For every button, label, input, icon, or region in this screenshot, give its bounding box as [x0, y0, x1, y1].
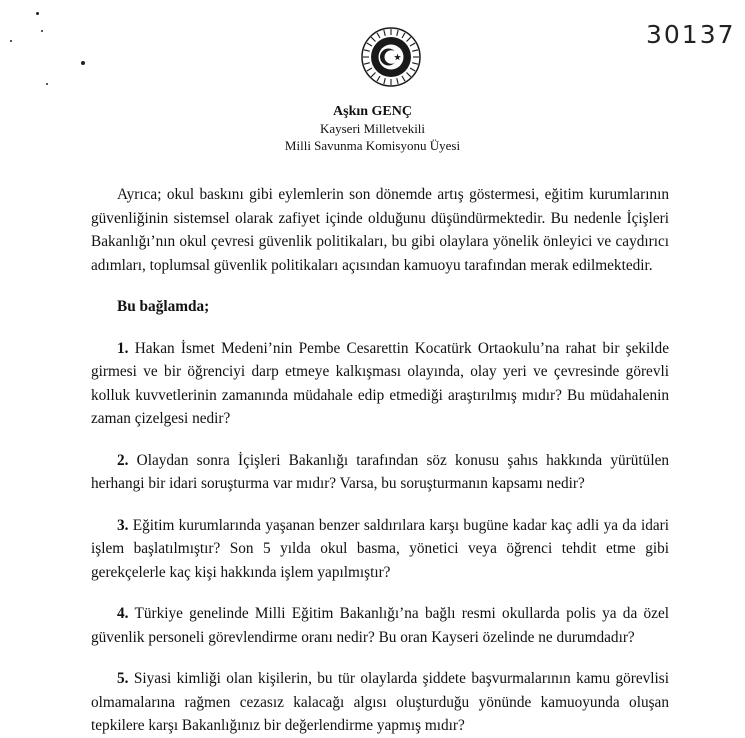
scan-speck — [81, 61, 85, 65]
letter-header — [0, 103, 745, 154]
deputy-title: Kayseri Milletvekili — [319, 121, 426, 136]
question-item — [91, 449, 669, 496]
question-item — [91, 337, 669, 431]
question-number: 2. — [117, 451, 129, 469]
question-item — [91, 667, 669, 738]
scan-speck — [36, 12, 39, 15]
question-text: Olaydan sonra İçişleri Bakanlığı tarafından söz konusu şahıs hakkında yürütülen herhangi bir idari soruşturma var mıdır? Varsa, bu soruşturmanın kapsamı nedir? — [91, 451, 670, 492]
question-number: 1. — [117, 339, 129, 357]
question-text: Türkiye genelinde Milli Eğitim Bakanlığı’na bağlı resmi okullarda polis ya da özel güvenlik personeli görevlendirme oranı nedir? Bu oran Kayseri özelinde ne durumdadır? — [91, 605, 669, 646]
question-number: 5. — [117, 670, 129, 687]
document-body — [91, 183, 669, 738]
scan-speck — [46, 83, 48, 85]
question-text: Siyasi kimliği olan kişilerin, bu tür olaylarda şiddete başvurmalarının kamu görevlisi olmamalarına rağmen cezasız kalacağı algısı oluşturduğu yönünde kamuoyunda oluşan tepkilere karşı Bakanlığınız bir değerlendirme yapmış mıdır? — [91, 670, 670, 734]
question-number: 4. — [117, 605, 129, 622]
parliament-seal-logo — [361, 27, 421, 87]
intro-paragraph: Ayrıca; okul baskını gibi eylemlerin son dönemde artış göstermesi, eğitim kurumlarının güvenliğinin sistemsel olarak zafiyet içinde olduğunu düşündürmektedir. Bu nedenle İçişleri Bakanlığı’nın okul çevresi güvenlik politikaları, bu gibi olaylara yönelik önleyici ve caydırıcı adımları, toplumsal güvenlik politikaları açısından kamuoyu tarafından merak edilmektedir. — [91, 186, 669, 274]
question-text: Eğitim kurumlarında yaşanan benzer saldırılara karşı bugüne kadar kaç adli ya da idari işlem başlatılmıştır? Son 5 yılda okul basma, yönetici veya öğrenci tehdit etme gibi gerekçelerle kaç kişi hakkında işlem yapılmıştır? — [91, 516, 670, 581]
question-item — [91, 514, 669, 585]
handwritten-document-number: 30137 — [646, 20, 736, 49]
question-number: 3. — [117, 516, 129, 534]
scan-speck — [10, 40, 12, 42]
question-item — [91, 602, 669, 649]
scan-speck — [41, 30, 43, 32]
question-text: Hakan İsmet Medeni’nin Pembe Cesarettin Kocatürk Ortaokulu’na rahat bir şekilde girmesi ve bir öğrenciyi darp etmeye kalkışması olayında, olay yeri ve çevresinde görevli kolluk kuvvetlerinin zamanında müdahale edip etmediği araştırılmış mıdır? Bu müdahalenin zaman çizelgesi nedir? — [91, 339, 669, 427]
deputy-name: Aşkın GENÇ — [333, 104, 412, 119]
deputy-committee: Milli Savunma Komisyonu Üyesi — [284, 138, 461, 153]
section-heading: Bu bağlamda; — [117, 298, 210, 315]
